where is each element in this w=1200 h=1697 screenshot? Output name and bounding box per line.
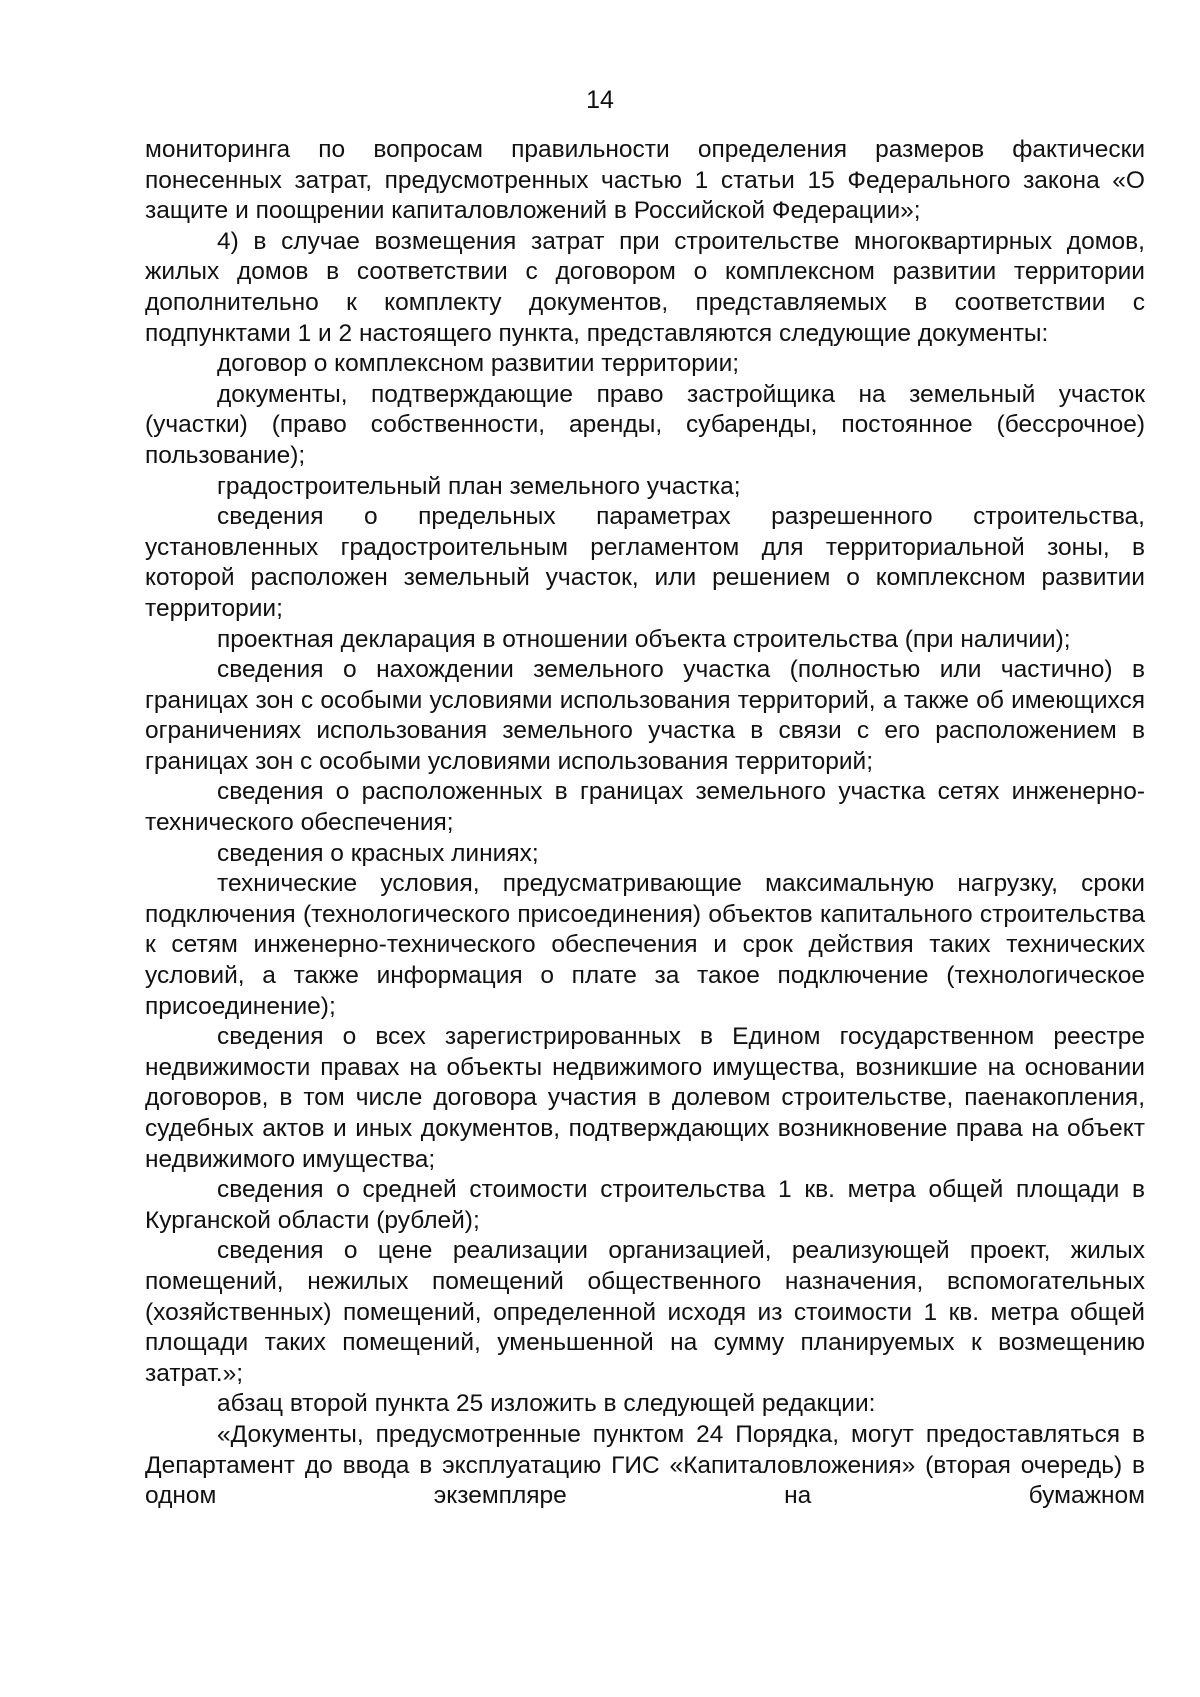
paragraph: технические условия, предусматривающие максимальную нагрузку, сроки подключения (технологического присоединения) объектов капитального строительства к сетям инженерно-технического обеспечения и срок действия таких технических условий, а также информация о плате за такое подключение (технологическое присоединение); <box>145 870 1145 1020</box>
paragraph: сведения о расположенных в границах земельного участка сетях инженерно-технического обеспечения; <box>145 778 1145 837</box>
paragraph: проектная декларация в отношении объекта строительства (при наличии); <box>217 625 1071 653</box>
paragraph: сведения о всех зарегистрированных в Едином государственном реестре недвижимости правах на объекты недвижимого имущества, возникшие на основании договоров, в том числе договора участия в долевом строительстве, паенакопления, судебных актов и иных документов, подтверждающих возникновение права на объект недвижимого имущества; <box>145 1023 1145 1173</box>
paragraph: градостроительный план земельного участка; <box>217 472 741 500</box>
paragraph: абзац второй пункта 25 изложить в следующей редакции: <box>217 1390 876 1418</box>
paragraph: сведения о средней стоимости строительства 1 кв. метра общей площади в Курганской области (рублей); <box>145 1176 1145 1234</box>
paragraph: сведения о предельных параметрах разрешенного строительства, установленных градостроительным регламентом для территориальной зоны, в которой расположен земельный участок, или решением о комплексном развитии территории; <box>145 503 1145 622</box>
paragraph: документы, подтверждающие право застройщика на земельный участок (участки) (право собственности, аренды, субаренды, постоянное (бессрочное) пользование); <box>145 380 1145 469</box>
paragraph: «Документы, предусмотренные пунктом 24 Порядка, могут предоставляться в Департамент до ввода в эксплуатацию ГИС «Капиталовложения» (вторая очередь) в одном экземпляре на бумажном <box>145 1420 1145 1510</box>
page-number: 14 <box>586 86 614 114</box>
paragraph: 4) в случае возмещения затрат при строительстве многоквартирных домов, жилых домов в соответствии с договором о комплексном развитии территории дополнительно к комплекту документов, представляемых в соответствии с подпунктами 1 и 2 настоящего пункта, представляются следующие документы: <box>145 227 1145 347</box>
paragraph: сведения о нахождении земельного участка (полностью или частично) в границах зон с особыми условиями использования территорий, а также об имеющихся ограничениях использования земельного участка в связи с его расположением в границах зон с особыми условиями использования территорий; <box>145 656 1145 775</box>
paragraph: договор о комплексном развитии территории; <box>217 350 740 378</box>
document-body <box>145 135 1145 1512</box>
paragraph: сведения о цене реализации организацией, реализующей проект, жилых помещений, нежилых помещений общественного назначения, вспомогательных (хозяйственных) помещений, определенной исходя из стоимости 1 кв. метра общей площади таких помещений, уменьшенной на сумму планируемых к возмещению затрат.»; <box>145 1237 1145 1387</box>
paragraph: сведения о красных линиях; <box>217 839 539 867</box>
paragraph: мониторинга по вопросам правильности определения размеров фактически понесенных затрат, предусмотренных частью 1 статьи 15 Федерального закона «О защите и поощрении капиталовложений в Российской Федерации»; <box>145 136 1145 225</box>
